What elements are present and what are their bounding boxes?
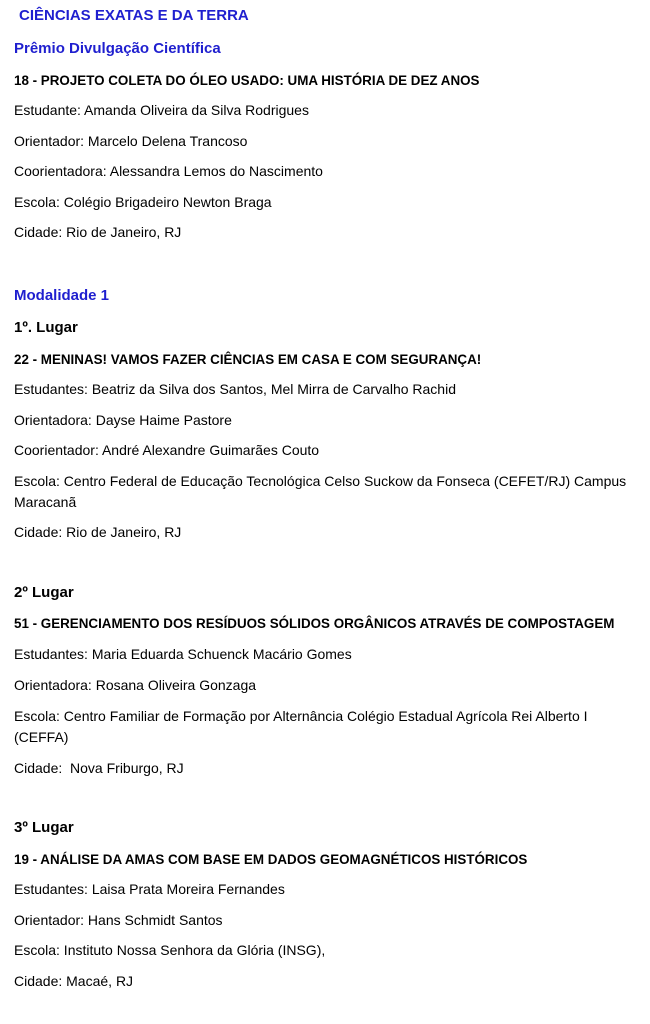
second-place-heading: 2º Lugar <box>14 584 74 601</box>
third-place-estudantes: Estudantes: Laisa Prata Moreira Fernandes <box>14 881 285 897</box>
first-place-coorientador: Coorientador: André Alexandre Guimarães Couto <box>14 442 320 458</box>
second-place-orientadora: Orientadora: Rosana Oliveira Gonzaga <box>14 677 257 693</box>
first-place-heading: 1º. Lugar <box>14 319 78 336</box>
first-place-project-title: 22 - MENINAS! VAMOS FAZER CIÊNCIAS EM CASA E COM SEGURANÇA! <box>14 352 482 367</box>
area-title: CIÊNCIAS EXATAS E DA TERRA <box>19 7 249 24</box>
second-place-escola: Escola: Centro Familiar de Formação por Alternância Colégio Estadual Agrícola Rei Alberto I (CEFFA) <box>14 708 588 745</box>
first-place-orientadora: Orientadora: Dayse Haime Pastore <box>14 412 232 428</box>
premio-coorientadora: Coorientadora: Alessandra Lemos do Nascimento <box>14 163 323 179</box>
first-place-escola: Escola: Centro Federal de Educação Tecnológica Celso Suckow da Fonseca (CEFET/RJ) Campus Maracanã <box>14 473 627 510</box>
premio-heading: Prêmio Divulgação Científica <box>14 40 221 57</box>
third-place-escola: Escola: Instituto Nossa Senhora da Glória (INSG), <box>14 942 326 958</box>
second-place-project-title: 51 - GERENCIAMENTO DOS RESÍDUOS SÓLIDOS ORGÂNICOS ATRAVÉS DE COMPOSTAGEM <box>14 616 615 631</box>
premio-project-title: 18 - PROJETO COLETA DO ÓLEO USADO: UMA HISTÓRIA DE DEZ ANOS <box>14 73 480 88</box>
third-place-orientador: Orientador: Hans Schmidt Santos <box>14 912 223 928</box>
third-place-cidade: Cidade: Macaé, RJ <box>14 973 134 989</box>
third-place-heading: 3º Lugar <box>14 819 74 836</box>
second-place-estudantes: Estudantes: Maria Eduarda Schuenck Macário Gomes <box>14 646 352 662</box>
premio-cidade: Cidade: Rio de Janeiro, RJ <box>14 224 182 240</box>
premio-orientador: Orientador: Marcelo Delena Trancoso <box>14 133 248 149</box>
second-place-cidade: Cidade: Nova Friburgo, RJ <box>14 760 184 776</box>
modalidade-heading: Modalidade 1 <box>14 287 110 304</box>
premio-escola: Escola: Colégio Brigadeiro Newton Braga <box>14 194 272 210</box>
first-place-estudantes: Estudantes: Beatriz da Silva dos Santos, Mel Mirra de Carvalho Rachid <box>14 381 456 397</box>
first-place-cidade: Cidade: Rio de Janeiro, RJ <box>14 524 182 540</box>
third-place-project-title: 19 - ANÁLISE DA AMAS COM BASE EM DADOS GEOMAGNÉTICOS HISTÓRICOS <box>14 852 528 867</box>
premio-estudante: Estudante: Amanda Oliveira da Silva Rodrigues <box>14 102 309 118</box>
